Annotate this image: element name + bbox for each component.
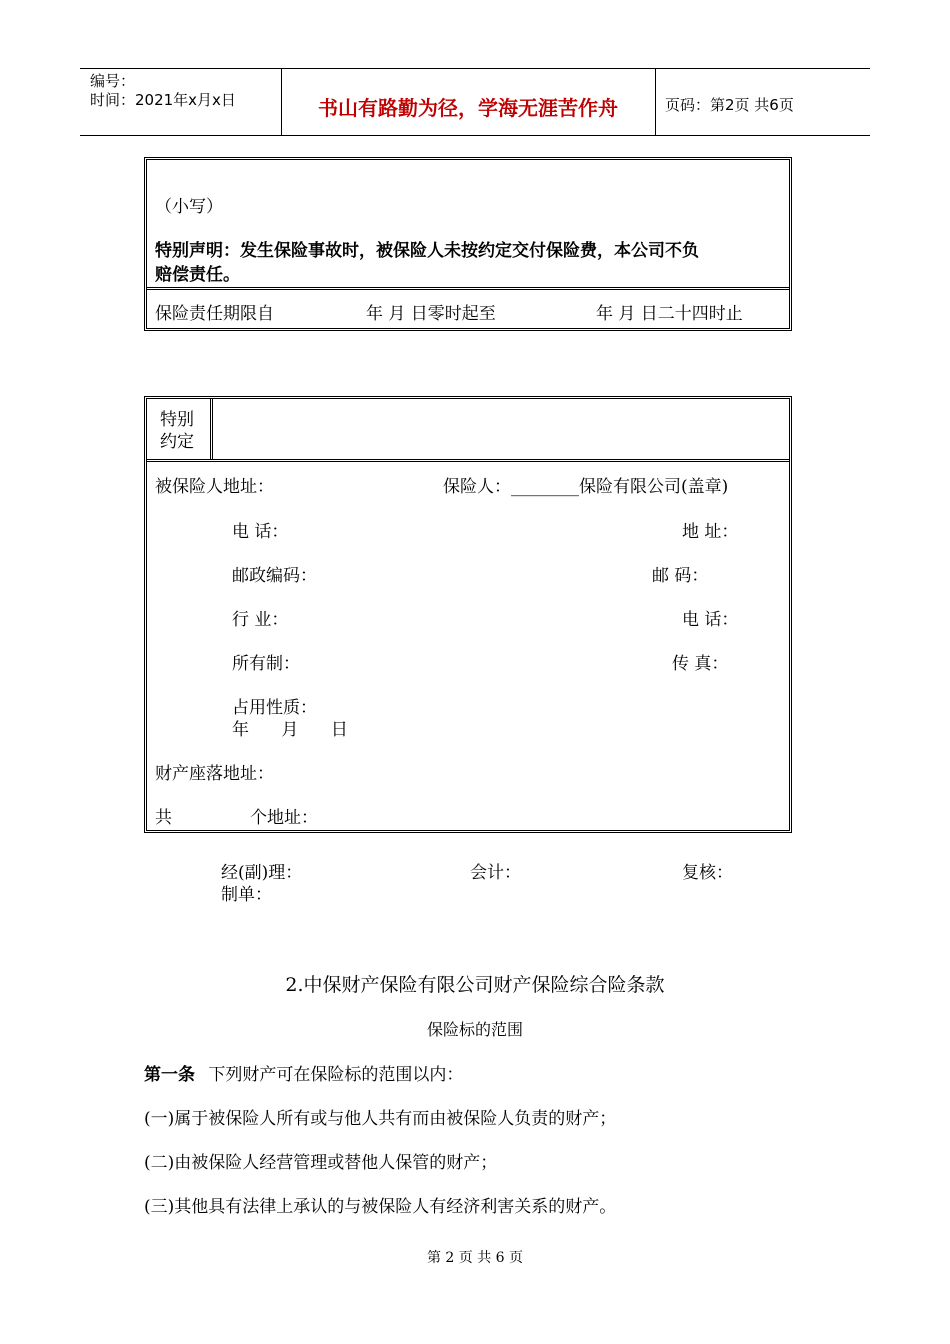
- date-line: 年 月 日: [232, 720, 348, 740]
- first-article-label: 第一条: [144, 1065, 195, 1085]
- header-bottom-rule: [80, 135, 870, 136]
- insurer-postcode-label: 邮 码：: [652, 566, 709, 586]
- small-write-label: （小写）: [155, 197, 223, 217]
- special-agreement-label: [160, 409, 194, 453]
- insured-phone-label: 电 话：: [232, 522, 289, 542]
- header-divider-right: [655, 68, 656, 135]
- insurer-fax-label: 传 真：: [672, 654, 729, 674]
- insured-ownership-label: 所有制：: [232, 654, 300, 674]
- special-agreement-line-1: 特别: [160, 410, 194, 430]
- declaration-line-1: 特别声明：发生保险事故时，被保险人未按约定交付保险费，本公司不负: [155, 241, 699, 261]
- insurer-address-label: 地 址：: [682, 522, 739, 542]
- insured-industry-label: 行 业：: [232, 610, 289, 630]
- header-meta: [90, 72, 236, 110]
- period-mid-label: 年 月 日零时起至: [366, 304, 496, 324]
- occupancy-label: 占用性质：: [232, 698, 317, 718]
- insurer-phone-label: 电 话：: [682, 610, 739, 630]
- box2-divider: [147, 459, 789, 462]
- section-heading: 保险标的范围: [426, 1020, 523, 1039]
- header-page-label: 页码：第2页 共6页: [665, 96, 794, 114]
- special-agreement-line-2: 约定: [160, 432, 194, 452]
- header-top-rule: [80, 68, 870, 69]
- header-motto: 书山有路勤为径，学海无涯苦作舟: [318, 96, 618, 120]
- insured-postcode-label: 邮政编码：: [232, 566, 317, 586]
- period-start-label: 保险责任期限自: [155, 304, 274, 324]
- declaration-line-2: 赔偿责任。: [155, 265, 240, 285]
- manager-signature-label: 经(副)理：: [221, 863, 303, 883]
- article-item-3: (三)其他具有法律上承认的与被保险人有经济利害关系的财产。: [144, 1197, 617, 1217]
- article-item-1: (一)属于被保险人所有或与他人共有而由被保险人负责的财产；: [144, 1109, 617, 1129]
- page-footer: 第 2 页 共 6 页: [426, 1250, 524, 1266]
- number-label: 编号：: [90, 72, 136, 90]
- box1-divider: [147, 287, 789, 290]
- property-location-label: 财产座落地址：: [155, 764, 274, 784]
- addresses-count-label: 个地址：: [250, 808, 318, 828]
- special-agreement-divider: [210, 399, 213, 460]
- insured-address-label: 被保险人地址：: [155, 477, 274, 497]
- total-label: 共: [155, 808, 172, 828]
- insurer-label: 保险人：________保险有限公司(盖章): [443, 477, 729, 497]
- period-end-label: 年 月 日二十四时止: [596, 304, 743, 324]
- first-article: [144, 1060, 463, 1085]
- article-title: 2.中保财产保险有限公司财产保险综合险条款: [285, 974, 665, 996]
- reviewer-signature-label: 复核：: [682, 863, 733, 883]
- preparer-signature-label: 制单：: [221, 885, 272, 905]
- time-label: 时间：2021年x月x日: [90, 91, 236, 109]
- article-item-2: (二)由被保险人经营管理或替他人保管的财产；: [144, 1153, 498, 1173]
- accountant-signature-label: 会计：: [470, 863, 521, 883]
- first-article-text: 下列财产可在保险标的范围以内：: [208, 1065, 464, 1085]
